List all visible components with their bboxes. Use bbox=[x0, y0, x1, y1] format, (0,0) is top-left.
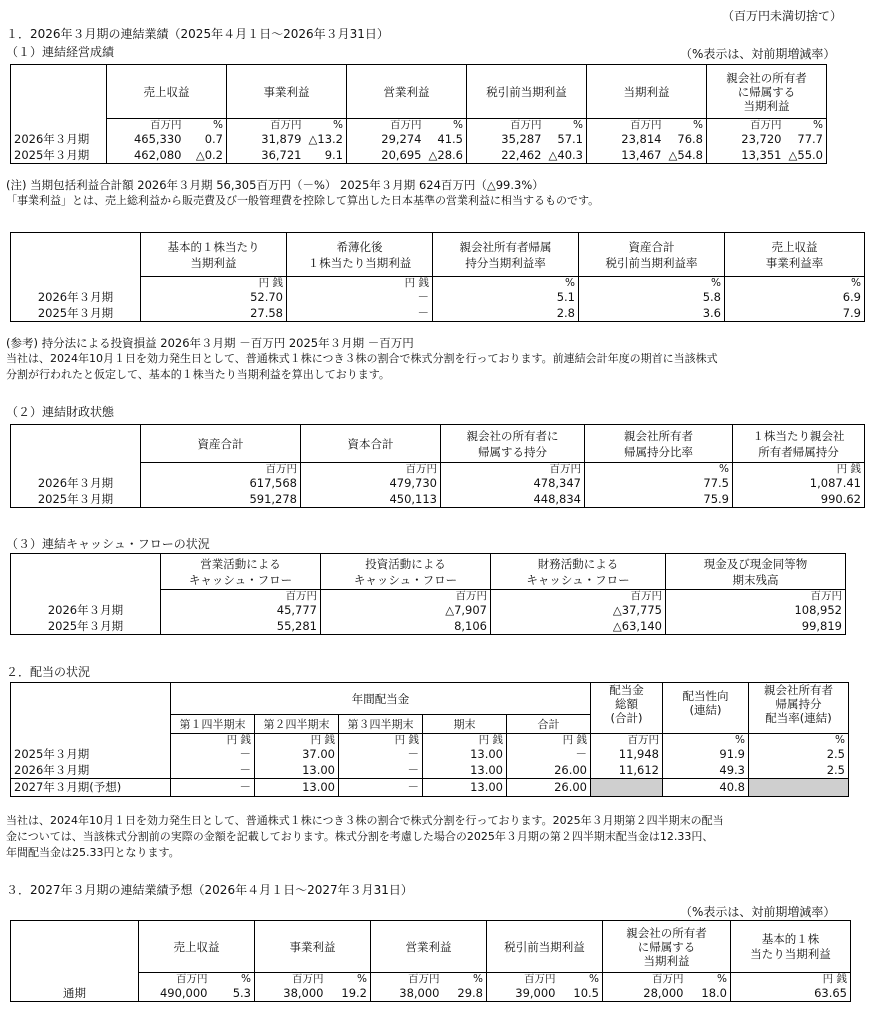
unit-cell: 百万円 bbox=[161, 590, 321, 603]
unit-cell: 百万円 bbox=[591, 734, 663, 747]
unit-cell: 円 銭 bbox=[255, 734, 339, 747]
section-2-title: ２．配当の状況 bbox=[6, 665, 91, 679]
unit-cell: 円 銭 bbox=[423, 734, 507, 747]
col-header: 売上収益 事業利益率 bbox=[725, 233, 865, 277]
value-cell: 450,113 bbox=[301, 492, 441, 508]
unit-cell: 百万円 bbox=[301, 463, 441, 476]
value-cell: 5.8 bbox=[579, 290, 725, 306]
col-header: 基本的１株 当たり当期利益 bbox=[731, 921, 851, 973]
value-cell: 13.00 bbox=[255, 779, 339, 797]
value-cell: △13.2 bbox=[305, 132, 347, 148]
value-cell: 99,819 bbox=[666, 619, 846, 635]
value-cell: △63,140 bbox=[491, 619, 666, 635]
unit-cell: 百万円 bbox=[227, 119, 305, 132]
col-header: 現金及び現金同等物 期末残高 bbox=[666, 554, 846, 590]
unit-cell: % bbox=[559, 973, 603, 986]
row-label: 2025年３月期 bbox=[11, 747, 171, 763]
col-header: 親会社の所有者 に帰属する 当期利益 bbox=[707, 65, 827, 119]
value-cell: △28.6 bbox=[425, 148, 467, 164]
unit-cell: 百万円 bbox=[441, 463, 585, 476]
value-cell: 490,000 bbox=[139, 986, 211, 1002]
value-cell: 63.65 bbox=[731, 986, 851, 1002]
col-header: 営業活動による キャッシュ・フロー bbox=[161, 554, 321, 590]
value-cell: 3.6 bbox=[579, 306, 725, 322]
value-cell: 2.5 bbox=[749, 747, 849, 763]
col-header: 第１四半期末 bbox=[171, 715, 255, 734]
col-header: 資産合計 bbox=[141, 425, 301, 463]
value-cell: 20,695 bbox=[347, 148, 425, 164]
value-cell: 13.00 bbox=[423, 763, 507, 779]
unit-cell: % bbox=[785, 119, 827, 132]
col-header: 税引前当期利益 bbox=[467, 65, 587, 119]
table-row-forecast bbox=[11, 779, 849, 797]
value-cell: 5.1 bbox=[433, 290, 579, 306]
unit-cell: 円 銭 bbox=[733, 463, 865, 476]
value-cell: △40.3 bbox=[545, 148, 587, 164]
unit-cell: 百万円 bbox=[139, 973, 211, 986]
col-header: 配当金 総額 (合計) bbox=[591, 683, 663, 734]
row-label: 2026年３月期 bbox=[11, 290, 141, 306]
value-cell: 35,287 bbox=[467, 132, 545, 148]
stock-split-note: 分割が行われたと仮定して、基本的１株当たり当期利益を算出しております。 bbox=[6, 368, 390, 381]
unit-cell: 円 銭 bbox=[287, 277, 433, 290]
col-header: 売上収益 bbox=[139, 921, 255, 973]
value-cell: 462,080 bbox=[107, 148, 185, 164]
value-cell: 11,612 bbox=[591, 763, 663, 779]
table-row bbox=[11, 148, 827, 164]
section-1-1-pct-note: （%表示は、対前期増減率） bbox=[680, 47, 836, 61]
value-cell: 26.00 bbox=[507, 763, 591, 779]
value-cell: 2.5 bbox=[749, 763, 849, 779]
unit-cell: 百万円 bbox=[467, 119, 545, 132]
unit-cell: 円 銭 bbox=[507, 734, 591, 747]
col-header: 合計 bbox=[507, 715, 591, 734]
col-header: 財務活動による キャッシュ・フロー bbox=[491, 554, 666, 590]
col-header: 営業利益 bbox=[371, 921, 487, 973]
business-profit-note: 「事業利益」とは、売上総利益から販売費及び一般管理費を控除して算出した日本基準の営業利益に相当するものです。 bbox=[6, 194, 600, 207]
table-row bbox=[11, 132, 827, 148]
unit-cell: % bbox=[749, 734, 849, 747]
value-cell: 45,777 bbox=[161, 603, 321, 619]
section-1-1-title: （１）連結経営成績 bbox=[6, 45, 115, 59]
dividend-note: 金については、当該株式分割前の実際の金額を記載しております。株式分割を考慮した場合の2025年３月期の第２四半期末配当金は12.33円、 bbox=[6, 830, 714, 843]
value-cell: 8,106 bbox=[321, 619, 491, 635]
value-cell: 40.8 bbox=[663, 779, 749, 797]
col-header: 事業利益 bbox=[255, 921, 371, 973]
col-header: 投資活動による キャッシュ・フロー bbox=[321, 554, 491, 590]
table-row bbox=[11, 492, 865, 508]
col-header: 親会社の所有者に 帰属する持分 bbox=[441, 425, 585, 463]
value-cell: 22,462 bbox=[467, 148, 545, 164]
value-cell: 108,952 bbox=[666, 603, 846, 619]
value-cell: 23,814 bbox=[587, 132, 665, 148]
unit-cell: % bbox=[443, 973, 487, 986]
unit-cell: % bbox=[433, 277, 579, 290]
row-label: 2025年３月期 bbox=[11, 306, 141, 322]
value-cell: 55,281 bbox=[161, 619, 321, 635]
unit-note: （百万円未満切捨て） bbox=[722, 9, 843, 23]
stock-split-note: 当社は、2024年10月１日を効力発生日として、普通株式１株につき３株の割合で株式分割を行っております。前連結会計年度の期首に当該株式 bbox=[6, 352, 718, 365]
unit-cell: % bbox=[725, 277, 865, 290]
value-cell: 27.58 bbox=[141, 306, 287, 322]
value-cell: 13.00 bbox=[255, 763, 339, 779]
value-cell: 448,834 bbox=[441, 492, 585, 508]
col-header: 第３四半期末 bbox=[339, 715, 423, 734]
section-1-3-title: （３）連結キャッシュ・フローの状況 bbox=[6, 537, 210, 551]
col-header: 基本的１株当たり 当期利益 bbox=[141, 233, 287, 277]
unit-cell: % bbox=[327, 973, 371, 986]
unit-cell: 百万円 bbox=[587, 119, 665, 132]
dividend-note: 当社は、2024年10月１日を効力発生日として、普通株式１株につき３株の割合で株式分割を行っております。2025年３月期第２四半期末の配当 bbox=[6, 814, 724, 827]
unit-cell: 円 銭 bbox=[731, 973, 851, 986]
unit-cell: % bbox=[579, 277, 725, 290]
unit-cell: % bbox=[185, 119, 227, 132]
value-cell: 57.1 bbox=[545, 132, 587, 148]
value-cell: 41.5 bbox=[425, 132, 467, 148]
value-cell: 5.3 bbox=[211, 986, 255, 1002]
value-cell: 13.00 bbox=[423, 747, 507, 763]
unit-cell: 百万円 bbox=[141, 463, 301, 476]
col-header: 期末 bbox=[423, 715, 507, 734]
value-cell: 23,720 bbox=[707, 132, 785, 148]
shaded-cell bbox=[749, 779, 849, 797]
value-cell: 38,000 bbox=[371, 986, 443, 1002]
value-cell: 77.7 bbox=[785, 132, 827, 148]
table-row bbox=[11, 603, 846, 619]
value-cell: 617,568 bbox=[141, 476, 301, 492]
col-header: 税引前当期利益 bbox=[487, 921, 603, 973]
value-cell: 28,000 bbox=[603, 986, 687, 1002]
section-1-2-title: （２）連結財政状態 bbox=[6, 405, 115, 419]
comprehensive-income-note: (注) 当期包括利益合計額 2026年３月期 56,305百万円（－%） 2025年３月期 624百万円（△99.3%） bbox=[6, 178, 544, 192]
unit-cell: 百万円 bbox=[666, 590, 846, 603]
unit-cell: % bbox=[211, 973, 255, 986]
shaded-cell bbox=[591, 779, 663, 797]
unit-cell: % bbox=[545, 119, 587, 132]
row-label: 2025年３月期 bbox=[11, 492, 141, 508]
value-cell: 26.00 bbox=[507, 779, 591, 797]
value-cell: － bbox=[171, 747, 255, 763]
row-label: 2025年３月期 bbox=[11, 148, 107, 164]
unit-cell: 百万円 bbox=[371, 973, 443, 986]
value-cell: － bbox=[339, 779, 423, 797]
unit-cell: % bbox=[687, 973, 731, 986]
unit-cell: 百万円 bbox=[107, 119, 185, 132]
table-row bbox=[11, 306, 865, 322]
equity-method-ref: (参考) 持分法による投資損益 2026年３月期 －百万円 2025年３月期 －百万円 bbox=[6, 336, 414, 350]
section-3-title: ３．2027年３月期の連結業績予想（2026年４月１日～2027年３月31日） bbox=[6, 883, 413, 897]
row-label: 2026年３月期 bbox=[11, 763, 171, 779]
value-cell: 39,000 bbox=[487, 986, 559, 1002]
unit-cell: 百万円 bbox=[707, 119, 785, 132]
table-row bbox=[11, 619, 846, 635]
col-header: 営業利益 bbox=[347, 65, 467, 119]
value-cell: － bbox=[339, 763, 423, 779]
table-row bbox=[11, 763, 849, 779]
per-share-table bbox=[10, 232, 865, 322]
col-header: 親会社所有者 帰属持分比率 bbox=[585, 425, 733, 463]
value-cell: 38,000 bbox=[255, 986, 327, 1002]
row-label: 通期 bbox=[11, 986, 139, 1002]
financial-position-table bbox=[10, 424, 865, 508]
value-cell: 2.8 bbox=[433, 306, 579, 322]
value-cell: △55.0 bbox=[785, 148, 827, 164]
col-header: 親会社の所有者 に帰属する 当期利益 bbox=[603, 921, 731, 973]
col-header: 第２四半期末 bbox=[255, 715, 339, 734]
unit-cell: 円 銭 bbox=[171, 734, 255, 747]
value-cell: 29,274 bbox=[347, 132, 425, 148]
value-cell: 479,730 bbox=[301, 476, 441, 492]
section-3-pct-note: （%表示は、対前期増減率） bbox=[680, 905, 836, 919]
value-cell: － bbox=[171, 779, 255, 797]
row-label: 2026年３月期 bbox=[11, 476, 141, 492]
value-cell: 478,347 bbox=[441, 476, 585, 492]
value-cell: 7.9 bbox=[725, 306, 865, 322]
value-cell: 465,330 bbox=[107, 132, 185, 148]
value-cell: △7,907 bbox=[321, 603, 491, 619]
row-label: 2027年３月期(予想) bbox=[11, 779, 171, 797]
col-header: 配当性向 (連結) bbox=[663, 683, 749, 734]
row-label: 2026年３月期 bbox=[11, 132, 107, 148]
unit-cell: % bbox=[425, 119, 467, 132]
value-cell: － bbox=[287, 306, 433, 322]
value-cell: 19.2 bbox=[327, 986, 371, 1002]
value-cell: 0.7 bbox=[185, 132, 227, 148]
value-cell: － bbox=[339, 747, 423, 763]
col-header: １株当たり親会社 所有者帰属持分 bbox=[733, 425, 865, 463]
value-cell: 18.0 bbox=[687, 986, 731, 1002]
value-cell: △54.8 bbox=[665, 148, 707, 164]
unit-cell: 百万円 bbox=[255, 973, 327, 986]
corner-cell bbox=[11, 65, 107, 119]
value-cell: 49.3 bbox=[663, 763, 749, 779]
col-header: 親会社所有者 帰属持分 配当率(連結) bbox=[749, 683, 849, 734]
value-cell: 13,351 bbox=[707, 148, 785, 164]
value-cell: △37,775 bbox=[491, 603, 666, 619]
value-cell: 91.9 bbox=[663, 747, 749, 763]
dividend-note: 年間配当金は25.33円となります。 bbox=[6, 846, 180, 859]
unit-cell: % bbox=[585, 463, 733, 476]
value-cell: 1,087.41 bbox=[733, 476, 865, 492]
value-cell: 76.8 bbox=[665, 132, 707, 148]
unit-cell: 百万円 bbox=[603, 973, 687, 986]
value-cell: － bbox=[507, 747, 591, 763]
value-cell: 11,948 bbox=[591, 747, 663, 763]
value-cell: － bbox=[287, 290, 433, 306]
col-header: 資本合計 bbox=[301, 425, 441, 463]
value-cell: 77.5 bbox=[585, 476, 733, 492]
value-cell: 13.00 bbox=[423, 779, 507, 797]
value-cell: 9.1 bbox=[305, 148, 347, 164]
value-cell: 75.9 bbox=[585, 492, 733, 508]
value-cell: △0.2 bbox=[185, 148, 227, 164]
col-header: 資産合計 税引前当期利益率 bbox=[579, 233, 725, 277]
value-cell: 990.62 bbox=[733, 492, 865, 508]
value-cell: 36,721 bbox=[227, 148, 305, 164]
value-cell: 10.5 bbox=[559, 986, 603, 1002]
unit-cell: 百万円 bbox=[347, 119, 425, 132]
section-1-title: １．2026年３月期の連結業績（2025年４月１日～2026年３月31日） bbox=[6, 27, 389, 41]
value-cell: 29.8 bbox=[443, 986, 487, 1002]
col-header: 希薄化後 １株当たり当期利益 bbox=[287, 233, 433, 277]
value-cell: 6.9 bbox=[725, 290, 865, 306]
table-row bbox=[11, 290, 865, 306]
col-header: 事業利益 bbox=[227, 65, 347, 119]
cash-flow-table bbox=[10, 553, 846, 635]
table-row bbox=[11, 747, 849, 763]
unit-cell: % bbox=[663, 734, 749, 747]
value-cell: 37.00 bbox=[255, 747, 339, 763]
row-label: 2025年３月期 bbox=[11, 619, 161, 635]
unit-cell: 百万円 bbox=[321, 590, 491, 603]
unit-cell: 円 銭 bbox=[339, 734, 423, 747]
row-label: 2026年３月期 bbox=[11, 603, 161, 619]
unit-cell: 百万円 bbox=[487, 973, 559, 986]
annual-dividend-header: 年間配当金 bbox=[171, 683, 591, 715]
value-cell: 31,879 bbox=[227, 132, 305, 148]
unit-cell: 円 銭 bbox=[141, 277, 287, 290]
value-cell: 591,278 bbox=[141, 492, 301, 508]
value-cell: 13,467 bbox=[587, 148, 665, 164]
forecast-table bbox=[10, 920, 851, 1002]
value-cell: － bbox=[171, 763, 255, 779]
value-cell: 52.70 bbox=[141, 290, 287, 306]
dividends-table bbox=[10, 682, 849, 797]
unit-cell: % bbox=[305, 119, 347, 132]
unit-cell: 百万円 bbox=[491, 590, 666, 603]
unit-cell: % bbox=[665, 119, 707, 132]
col-header: 売上収益 bbox=[107, 65, 227, 119]
col-header: 親会社所有者帰属 持分当期利益率 bbox=[433, 233, 579, 277]
col-header: 当期利益 bbox=[587, 65, 707, 119]
operating-results-table bbox=[10, 64, 827, 164]
table-row bbox=[11, 986, 851, 1002]
table-row bbox=[11, 476, 865, 492]
